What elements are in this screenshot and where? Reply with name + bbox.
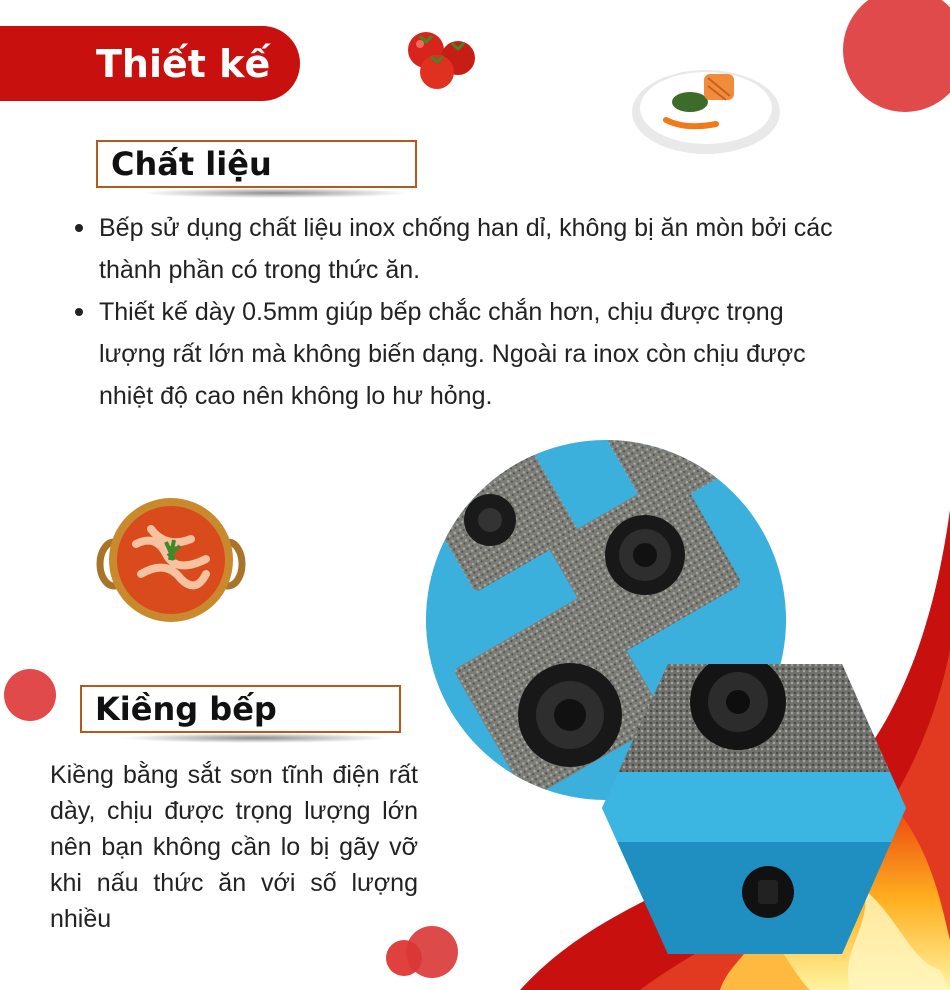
stove-closeup-photo [598,662,908,956]
page-title: Thiết kế [96,41,271,86]
list-item: Thiết kế dày 0.5mm giúp bếp chắc chắn hơn, chịu được trọng lượng rất lớn mà không biến dạng. Ngoài ra inox còn chịu được nhiệt độ cao nên không lo hư hỏng. [75,291,855,417]
decor-circle-left [4,669,56,721]
trivet-description: Kiềng bằng sắt sơn tĩnh điện rất dày, chịu được trọng lượng lớn nên bạn không cần lo bị gãy vỡ khi nấu thức ăn với số lượng nhiều [50,761,418,933]
decor-circle-top-right [843,0,950,112]
section-title-material: Chất liệu [96,140,417,188]
header-banner [0,26,300,101]
material-bullet-list [75,207,855,417]
tomato-icon [400,28,485,93]
list-item: Bếp sử dụng chất liệu inox chống han dỉ, không bị ăn mòn bởi các thành phần có trong thức ăn. [75,207,855,291]
salmon-plate-icon [628,62,783,157]
soup-pot-icon [96,494,246,626]
section-title-trivet: Kiềng bếp [80,685,401,733]
